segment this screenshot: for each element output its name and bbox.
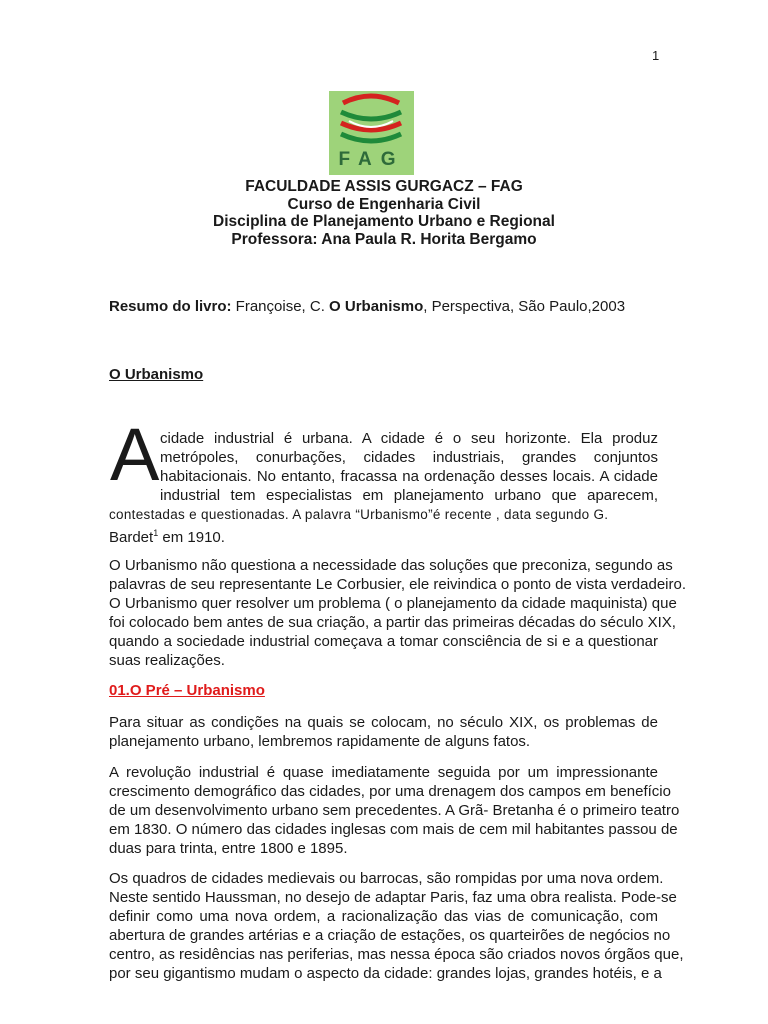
paragraph-line: quando a sociedade industrial começava a tomar consciência de si e a questionar — [109, 633, 658, 650]
paragraph-line: foi colocado bem antes de sua criação, a partir das primeiras décadas do século XIX, — [109, 614, 676, 631]
paragraph-5 — [109, 869, 684, 983]
document-header — [0, 178, 768, 248]
paragraph-2 — [109, 556, 687, 670]
paragraph-line: Para situar as condições na quais se colocam, no século XIX, os problemas de — [109, 714, 658, 731]
summary-publisher: , Perspectiva, São Paulo,2003 — [423, 298, 626, 315]
paragraph-line-footnote — [109, 524, 658, 547]
paragraph-line: O Urbanismo não questiona a necessidade das soluções que preconiza, segundo as — [109, 557, 673, 574]
header-discipline: Disciplina de Planejamento Urbano e Regional — [213, 213, 555, 230]
footnote-ref: 1 — [153, 528, 159, 538]
section-heading-urbanismo: O Urbanismo — [109, 366, 204, 383]
paragraph-line: industrial tem especialistas em planejamento urbano que aparecem, — [160, 487, 658, 504]
paragraph-line: A revolução industrial é quase imediatamente seguida por um impressionante — [109, 764, 658, 781]
drop-cap: A — [110, 413, 160, 496]
paragraph-line: duas para trinta, entre 1800 e 1895. — [109, 840, 348, 857]
paragraph-line: em 1830. O número das cidades inglesas com mais de cem mil habitantes passou de — [109, 821, 678, 838]
paragraph-line: metrópoles, conurbações, cidades industriais, grandes conjuntos — [160, 449, 658, 466]
summary-label: Resumo do livro: — [109, 298, 232, 315]
paragraph-line: centro, as residências nas periferias, mas nessa época são criados novos órgãos que, — [109, 946, 684, 963]
paragraph-line: cidade industrial é urbana. A cidade é o seu horizonte. Ela produz — [160, 430, 658, 447]
paragraph-4 — [109, 763, 680, 858]
footnote-text-after: em 1910. — [158, 529, 225, 546]
book-summary-line — [109, 298, 625, 315]
paragraph-line: O Urbanismo quer resolver um problema ( o planejamento da cidade maquinista) que — [109, 595, 677, 612]
summary-book-title: O Urbanismo — [329, 298, 424, 315]
paragraph-line: Os quadros de cidades medievais ou barrocas, são rompidas por uma nova ordem. — [109, 870, 664, 887]
fag-logo — [329, 91, 414, 175]
paragraph-line: definir como uma nova ordem, a racionalização das vias de comunicação, com — [109, 908, 658, 925]
paragraph-line: contestadas e questionadas. A palavra “Urbanismo”é recente , data segundo G. — [109, 507, 609, 522]
paragraph-1 — [160, 429, 658, 505]
paragraph-line: crescimento demográfico das cidades, por uma drenagem dos campos em benefício — [109, 783, 671, 800]
paragraph-line: Neste sentido Haussman, no desejo de adaptar Paris, faz uma obra realista. Pode-se — [109, 889, 677, 906]
section-heading-pre-urbanismo: 01.O Pré – Urbanismo — [109, 682, 265, 699]
paragraph-line: habitacionais. No entanto, fracassa na ordenação desses locais. A cidade — [160, 468, 658, 485]
paragraph-3 — [109, 713, 658, 751]
paragraph-line: de um desenvolvimento urbano sem precedentes. A Grã- Bretanha é o primeiro teatro — [109, 802, 680, 819]
paragraph-line: palavras de seu representante Le Corbusier, ele reivindica o ponto de vista verdadeiro. — [109, 576, 687, 593]
paragraph-line: planejamento urbano, lembremos rapidamente de alguns fatos. — [109, 733, 531, 750]
footnote-text: Bardet — [109, 529, 154, 546]
paragraph-line: abertura de grandes artérias e a criação de estações, os quarteirões de negócios no — [109, 927, 671, 944]
page-number: 1 — [652, 48, 660, 63]
header-course: Curso de Engenharia Civil — [287, 195, 481, 213]
summary-author: Françoise, C. — [231, 298, 330, 315]
header-professor: Professora: Ana Paula R. Horita Bergamo — [231, 230, 537, 248]
header-institution: FACULDADE ASSIS GURGACZ – FAG — [245, 178, 523, 195]
paragraph-line: por seu gigantismo mudam o aspecto da cidade: grandes lojas, grandes hotéis, e a — [109, 965, 662, 982]
fag-logo-text: FAG — [338, 149, 405, 170]
paragraph-line: suas realizações. — [109, 652, 225, 669]
